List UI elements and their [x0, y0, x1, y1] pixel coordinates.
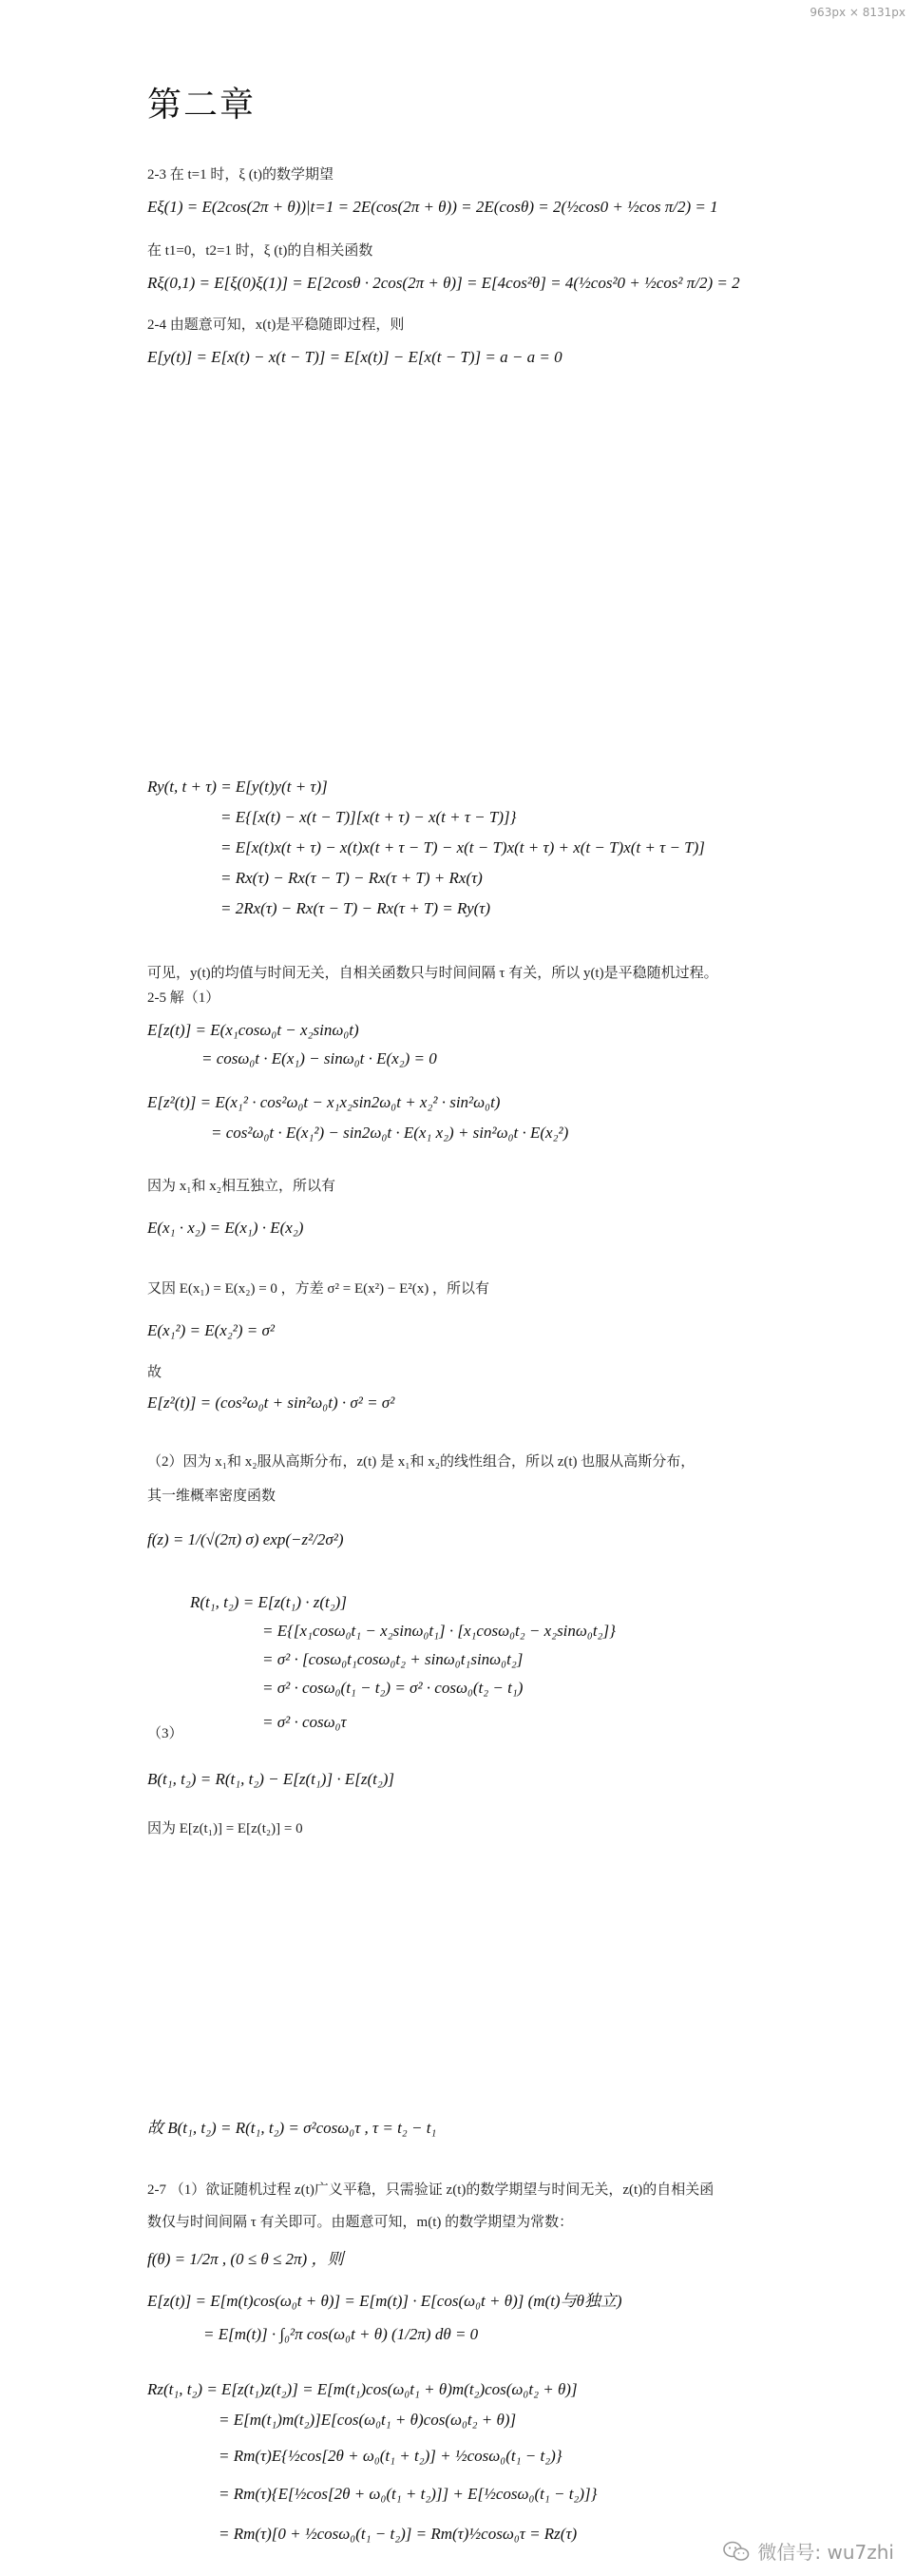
sec-2-5-part2-text2: 其一维概率密度函数	[147, 1489, 276, 1504]
sec-2-5-r-line4: = σ² · cosω₀(t₁ − t₂) = σ² · cosω₀(t₂ − t₁)	[262, 1679, 524, 1697]
sec-2-7-line2: 数仅与时间间隔 τ 有关即可。由题意可知，m(t) 的数学期望为常数：	[147, 2215, 574, 2230]
sec-2-5-r-line2: = E{[x₁cosω₀t₁ − x₂sinω₀t₁] · [x₁cosω₀t₂ − x₂sinω₀t₂]}	[262, 1622, 616, 1640]
sec-2-5-part2-text1: （2）因为 x₁和 x₂服从高斯分布，z(t) 是 x₁和 x₂的线性组合，所以 z(t) 也服从高斯分布，	[147, 1454, 696, 1470]
sec-2-4-ry-line2: = E{[x(t) − x(t − T)][x(t + τ) − x(t + τ − T)]}	[220, 808, 517, 826]
sec-2-5-indep-text: 因为 x₁和 x₂相互独立，所以有	[147, 1179, 335, 1194]
watermark	[723, 2537, 894, 2565]
sec-2-4-ry-line1: Ry(t, t + τ) = E[y(t)y(t + τ)]	[147, 778, 328, 796]
sec-2-3-line2: 在 t1=0，t2=1 时，ξ (t)的自相关函数	[147, 243, 373, 259]
sec-2-3-eq1: Eξ(1) = E(2cos(2π + θ))|t=1 = 2E(cos(2π + θ)) = 2E(cosθ) = 2(½cos0 + ½cos π/2) = 1	[147, 198, 718, 216]
chapter-title: 第二章	[147, 86, 257, 125]
sec-2-5-pdf-eq: f(z) = 1/(√(2π) σ) exp(−z²/2σ²)	[147, 1530, 344, 1548]
sec-2-5-b-eq: B(t₁, t₂) = R(t₁, t₂) − E[z(t₁)] · E[z(t₂)]	[147, 1770, 395, 1788]
sec-2-7-rz-line2: = E[m(t₁)m(t₂)]E[cos(ω₀t₁ + θ)cos(ω₀t₂ + θ)]	[219, 2411, 517, 2429]
sec-2-4-conclusion: 可见，y(t)的均值与时间无关，自相关函数只与时间间隔 τ 有关，所以 y(t)是平稳随机过程。	[147, 966, 718, 981]
sec-2-5-r-line1: R(t₁, t₂) = E[z(t₁) · z(t₂)]	[190, 1593, 347, 1611]
page-size-label: 963px × 8131px	[810, 6, 905, 19]
sec-2-7-rz-line5: = Rm(τ)[0 + ½cosω₀(t₁ − t₂)] = Rm(τ)½cosω₀τ = Rz(τ)	[219, 2525, 578, 2543]
sec-2-7-ez-line2: = E[m(t)] · ∫₀²π cos(ω₀t + θ) (1/2π) dθ = 0	[203, 2325, 479, 2343]
wechat-icon	[723, 2541, 750, 2562]
sec-2-5-r-line5: = σ² · cosω₀τ	[262, 1713, 347, 1731]
sec-2-5-because-text: 因为 E[z(t₁)] = E[z(t₂)] = 0	[147, 1821, 303, 1836]
sec-2-4-ry-line3: = E[x(t)x(t + τ) − x(t)x(t + τ − T) − x(t − T)x(t + τ) + x(t − T)x(t + τ − T)]	[220, 838, 705, 856]
sec-2-5-conclusion-eq: 故 B(t₁, t₂) = R(t₁, t₂) = σ²cosω₀τ , τ = t₂ − t₁	[147, 2119, 437, 2137]
sec-2-7-ez-line1: E[z(t)] = E[m(t)cos(ω₀t + θ)] = E[m(t)] · E[cos(ω₀t + θ)] (m(t)与θ独立)	[147, 2292, 622, 2310]
sec-2-3-line1: 2-3 在 t=1 时，ξ (t)的数学期望	[147, 167, 334, 183]
sec-2-5-r-line3: = σ² · [cosω₀t₁cosω₀t₂ + sinω₀t₁sinω₀t₂]	[262, 1650, 524, 1668]
watermark-text: 微信号: wu7zhi	[757, 2541, 894, 2564]
sec-2-5-var-eq: E(x₁²) = E(x₂²) = σ²	[147, 1321, 275, 1339]
sec-2-4-ry-line4: = Rx(τ) − Rx(τ − T) − Rx(τ + T) + Rx(τ)	[220, 869, 483, 887]
sec-2-5-ez2-line1: E[z²(t)] = E(x₁² · cos²ω₀t − x₁x₂sin2ω₀t + x₂² · sin²ω₀t)	[147, 1093, 501, 1111]
sec-2-5-ez-line2: = cosω₀t · E(x₁) − sinω₀t · E(x₂) = 0	[201, 1049, 437, 1067]
sec-2-7-rz-line4: = Rm(τ){E[½cos[2θ + ω₀(t₁ + t₂)]] + E[½cosω₀(t₁ − t₂)]}	[219, 2485, 598, 2503]
sec-2-5-part3-label: （3）	[147, 1726, 183, 1741]
sec-2-4-ry-line5: = 2Rx(τ) − Rx(τ − T) − Rx(τ + T) = Ry(τ)	[220, 899, 491, 917]
sec-2-7-line1: 2-7 （1）欲证随机过程 z(t)广义平稳，只需验证 z(t)的数学期望与时间无关，z(t)的自相关函	[147, 2182, 715, 2198]
sec-2-5-therefore: 故	[147, 1365, 162, 1380]
sec-2-5-final-eq: E[z²(t)] = (cos²ω₀t + sin²ω₀t) · σ² = σ²	[147, 1394, 395, 1412]
sec-2-5-ez-line1: E[z(t)] = E(x₁cosω₀t − x₂sinω₀t)	[147, 1021, 359, 1039]
sec-2-7-rz-line3: = Rm(τ)E{½cos[2θ + ω₀(t₁ + t₂)] + ½cosω₀(t₁ − t₂)}	[219, 2447, 562, 2465]
sec-2-4-line1: 2-4 由题意可知，x(t)是平稳随即过程，则	[147, 317, 405, 333]
sec-2-3-eq2: Rξ(0,1) = E[ξ(0)ξ(1)] = E[2cosθ · 2cos(2π + θ)] = E[4cos²θ] = 4(½cos²0 + ½cos² π/2) = 2	[147, 274, 740, 292]
sec-2-5-heading: 2-5 解（1）	[147, 990, 220, 1006]
sec-2-5-ez2-line2: = cos²ω₀t · E(x₁²) − sin2ω₀t · E(x₁ x₂) + sin²ω₀t · E(x₂²)	[211, 1124, 569, 1142]
sec-2-4-eq1: E[y(t)] = E[x(t) − x(t − T)] = E[x(t)] − E[x(t − T)] = a − a = 0	[147, 348, 562, 366]
sec-2-7-rz-line1: Rz(t₁, t₂) = E[z(t₁)z(t₂)] = E[m(t₁)cos(ω₀t₁ + θ)m(t₂)cos(ω₀t₂ + θ)]	[147, 2380, 578, 2398]
sec-2-5-also-text: 又因 E(x₁) = E(x₂) = 0 ，方差 σ² = E(x²) − E²(x) ，所以有	[147, 1281, 489, 1297]
sec-2-7-f-eq: f(θ) = 1/2π , (0 ≤ θ ≤ 2π) ，则	[147, 2250, 344, 2268]
sec-2-5-indep-eq: E(x₁ · x₂) = E(x₁) · E(x₂)	[147, 1219, 304, 1237]
